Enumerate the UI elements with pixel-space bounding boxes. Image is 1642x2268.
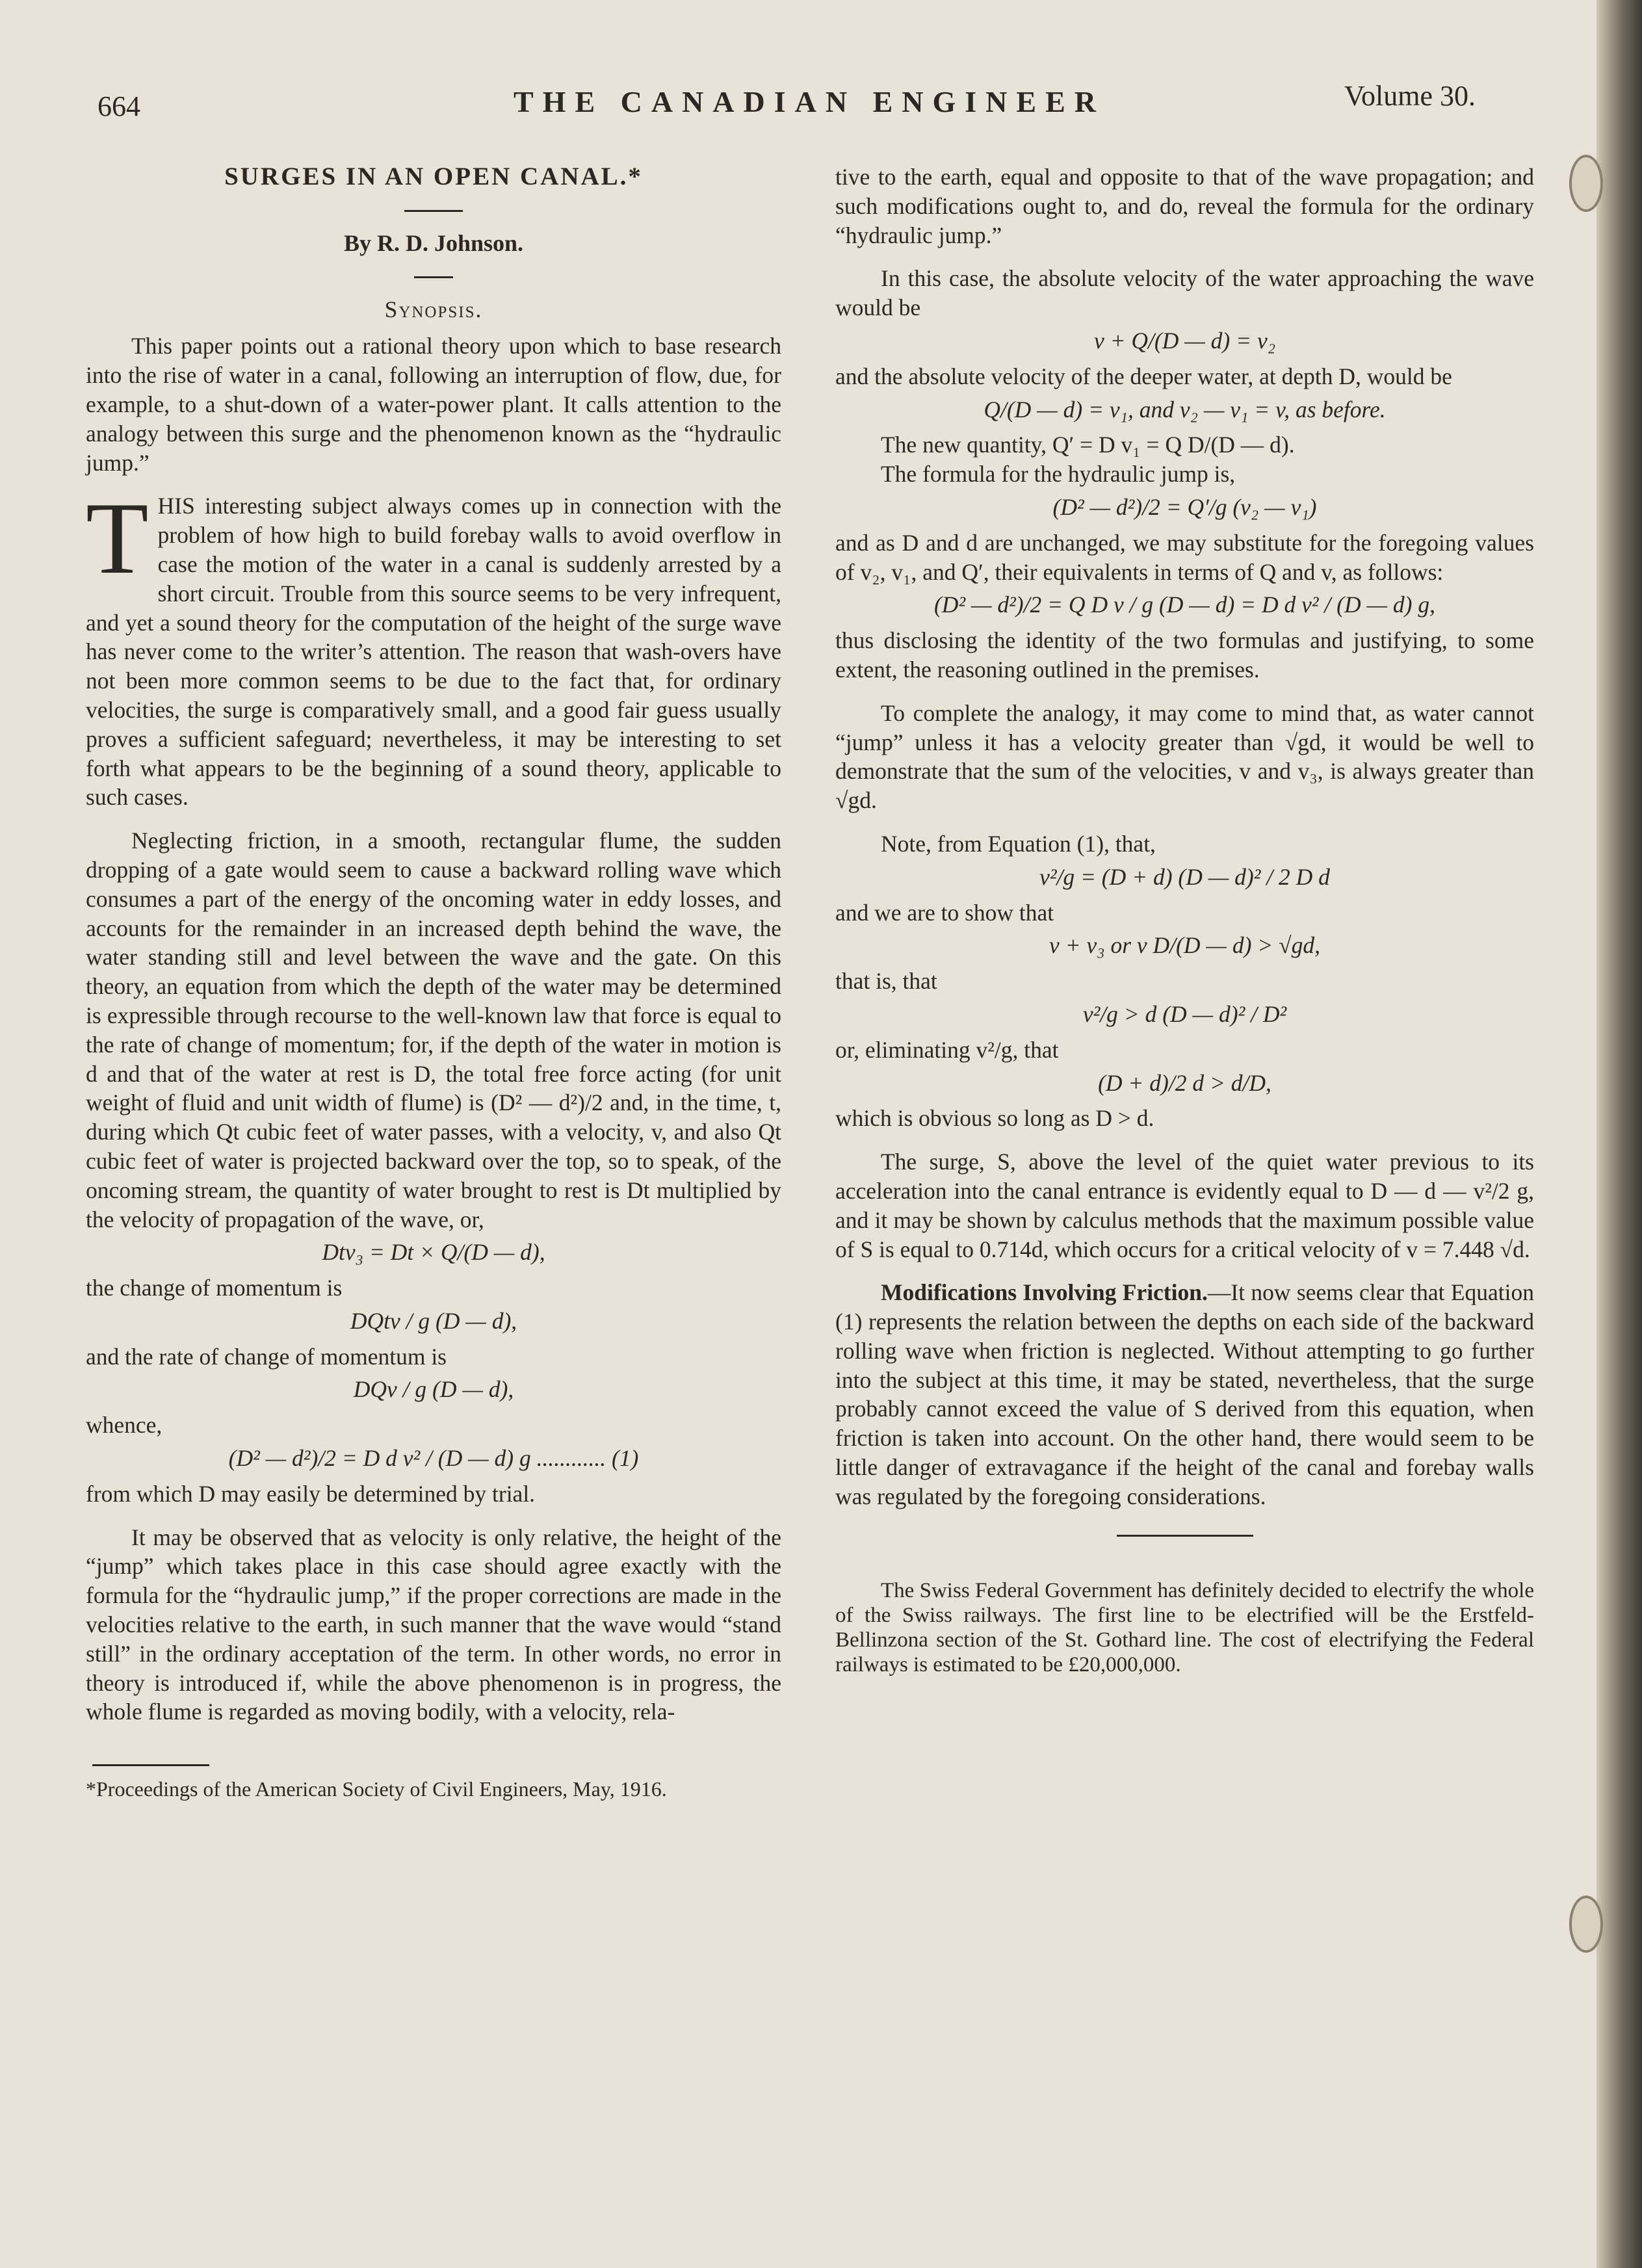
title-rule <box>404 210 463 212</box>
left-column <box>86 163 781 1801</box>
paragraph-substitute: and as D and d are unchanged, we may substitute for the foregoing values of v₂, v₁, and Q′, their equivalents in terms of Q and v, as follows: <box>835 529 1534 585</box>
synopsis-text: This paper points out a rational theory upon which to base research into the rise of water in a canal, following an interruption of flow, due, for example, to a shut-down of a water-power plant. It calls attention to the analogy between this surge and the phenomenon known as the “hydraulic jump.” <box>86 333 781 476</box>
section-heading-friction: Modifications Involving Friction. <box>881 1279 1208 1306</box>
paragraph-deeper-water: and the absolute velocity of the deeper water, at depth D, would be <box>835 363 1452 389</box>
page-header <box>98 73 1476 125</box>
paragraph-change: the change of momentum is <box>86 1275 343 1301</box>
equation-v1: Q/(D — d) = v₁, and v₂ — v₁ = v, as before. <box>984 396 1386 423</box>
binding-hole <box>1569 1896 1603 1953</box>
synopsis-heading: Synopsis. <box>384 296 483 322</box>
equation-momentum: Dtv₃ = Dt × Q/(D — d), <box>322 1239 545 1266</box>
equation-vsq: v²/g = (D + d) (D — d)² / 2 D d <box>1039 863 1330 890</box>
drop-cap: T <box>86 482 149 596</box>
section-divider <box>1117 1535 1253 1537</box>
equation-inequality: v + v₃ or v D/(D — d) > √gd, <box>1049 932 1320 959</box>
page-binding-edge <box>1596 0 1642 2268</box>
paragraph-eliminating: or, eliminating v²/g, that <box>835 1036 1059 1063</box>
article-title: SURGES IN AN OPEN CANAL.* <box>224 163 643 190</box>
journal-title: THE CANADIAN ENGINEER <box>514 85 1105 118</box>
paragraph-show: and we are to show that <box>835 899 1054 926</box>
equation-change: DQtv / g (D — d), <box>350 1307 517 1334</box>
article-byline: By R. D. Johnson. <box>343 229 524 256</box>
equation-jump: (D² — d²)/2 = Q′/g (v₂ — v₁) <box>1052 493 1317 520</box>
friction-text: —It now seems clear that Equation (1) represents the relation between the depths on each side of the backward rolling wave when friction is neglected. Without attempting to go further into the subject at this time, it may be stated, nevertheless, that the surge probably cannot exceed the value of S derived from this equation, when friction is taken into account. On the other hand, there would seem to be little danger of extravagance if the height of the canal and forebay walls was regulated by the foregoing considerations. <box>835 1279 1534 1509</box>
footnote: *Proceedings of the American Society of Civil Engineers, May, 1916. <box>86 1777 667 1801</box>
paragraph-that-is: that is, that <box>835 968 937 995</box>
right-column <box>835 163 1534 1677</box>
paragraph-friction <box>835 1278 1534 1511</box>
paragraph-obvious: which is obvious so long as D > d. <box>835 1105 1154 1132</box>
paragraph-intro <box>86 482 781 812</box>
volume-label: Volume 30. <box>1344 80 1476 112</box>
equation-substituted: (D² — d²)/2 = Q D v / g (D — d) = D d v² / (D — d) g, <box>933 592 1435 618</box>
paragraph-whence: whence, <box>86 1412 163 1439</box>
paragraph-surge: The surge, S, above the level of the quiet water previous to its acceleration into the canal entrance is evidently equal to D — d — v²/2 g, and it may be shown by calculus methods that the maximum possible value of S is equal to 0.714d, which occurs for a critical velocity of v = 7.448 √d. <box>835 1149 1534 1262</box>
paragraph-theory: Neglecting friction, in a smooth, rectangular flume, the sudden dropping of a gate would seem to cause a backward rolling wave which consumes a part of the energy of the oncoming water in eddy losses, and accounts for the remainder in an increased depth behind the wave, the water standing still and level between the wave and the gate. On this theory, an equation from which the depth of the water may be determined is expressible through recourse to the well-known law that force is equal to the rate of change of momentum; for, if the depth of the water in motion is d and that of the water at rest is D, the total free force acting (for unit weight of fluid and unit width of flume) is (D² — d²)/2 and, in the time, t, during which Qt cubic feet of water passes, with a velocity, v, and also Qt cubic feet of water is projected backward over the top, so to speak, of the oncoming stream, the quantity of water brought to rest is Dt multiplied by the velocity of propagation of the wave, or, <box>86 828 781 1232</box>
equation-1: (D² — d²)/2 = D d v² / (D — d) g ............ (1) <box>228 1445 639 1472</box>
equation-inequality-3: (D + d)/2 d > d/D, <box>1098 1069 1271 1096</box>
equation-v2: v + Q/(D — d) = v₂ <box>1093 327 1276 354</box>
byline-rule <box>414 276 453 278</box>
footnote-rule <box>92 1764 209 1766</box>
news-item: The Swiss Federal Government has definitely decided to electrify the whole of the Swiss railways. The first line to be electrified will be the Erstfeld-Bellinzona section of the St. Gothard line. The cost of electrifying the Federal railways is estimated to be £20,000,000. <box>835 1578 1534 1676</box>
paragraph-rate: and the rate of change of momentum is <box>86 1343 447 1370</box>
paragraph-absolute-velocity: In this case, the absolute velocity of the water approaching the wave would be <box>835 265 1534 321</box>
equation-inequality-2: v²/g > d (D — d)² / D² <box>1082 1000 1287 1027</box>
paragraph-trial: from which D may easily be determined by trial. <box>86 1480 536 1507</box>
paragraph-note: Note, from Equation (1), that, <box>881 830 1156 857</box>
paragraph-continued: tive to the earth, equal and opposite to that of the wave propagation; and such modifications ought to, and do, reveal the formula for the ordinary “hydraulic jump.” <box>835 164 1534 248</box>
binding-hole <box>1569 155 1603 212</box>
paragraph-analogy: To complete the analogy, it may come to mind that, as water cannot “jump” unless it has a velocity greater than √gd, it would be well to demonstrate that the sum of the velocities, v and v₃, is always greater than √gd. <box>835 699 1534 814</box>
paragraph-identity: thus disclosing the identity of the two formulas and justifying, to some extent, the reasoning outlined in the premises. <box>835 627 1534 683</box>
paragraph-jump-formula: The formula for the hydraulic jump is, <box>881 461 1236 488</box>
paragraph-velocity: It may be observed that as velocity is only relative, the height of the “jump” which takes place in this case should agree exactly with the formula for the “hydraulic jump,” if the proper corrections are made in the velocities relative to the earth, in such manner that the wave would “stand still” in the ordinary acceptation of the term. In other words, no error in theory is introduced if, while the above phenomenon is in progress, the whole flume is regarded as moving bodily, with a velocity, rela- <box>86 1524 781 1725</box>
page-number: 664 <box>98 90 140 122</box>
equation-rate: DQv / g (D — d), <box>353 1376 514 1403</box>
intro-text: HIS interesting subject always comes up in connection with the problem of how high to build forebay walls to avoid overflow in case the motion of the water in a canal is suddenly arrested by a short circuit. Trouble from this source seems to be very infrequent, and yet a sound theory for the computation of the height of the surge wave has never come to the writer’s attention. The reason that wash-overs have not been more common seems to be due to the fact that, for ordinary velocities, the surge is comparatively small, and a good fair guess usually proves a sufficient safeguard; nevertheless, it may be interesting to set forth what appears to be the beginning of a sound theory, applicable to such cases. <box>86 493 781 811</box>
paragraph-new-quantity: The new quantity, Q′ = D v₁ = Q D/(D — d). <box>881 432 1295 458</box>
